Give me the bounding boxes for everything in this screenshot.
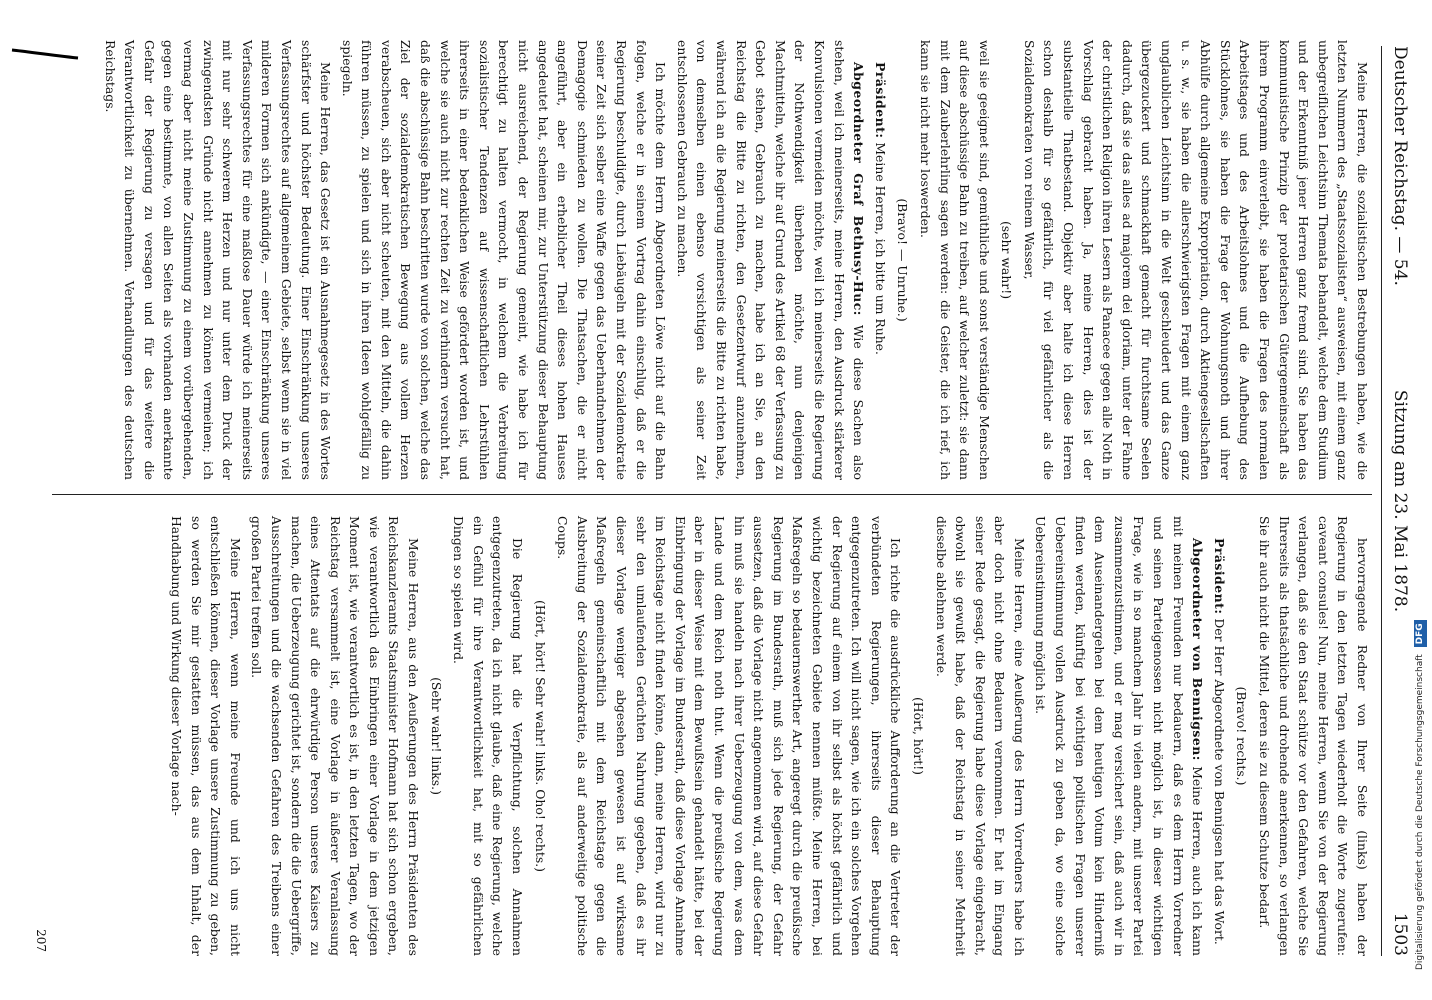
- left-column: [52, 40, 1372, 480]
- interjection: (sehr wahr!): [999, 220, 1015, 300]
- scan-credit-strip: [1410, 30, 1430, 970]
- paragraph: Die Regierung hat die Verpflichtung, solchen Annahmen entgegenzutreten, da ich nicht glaube, daß eine Regierung, welche ein Gefühl für ihre Verantwortlichkeit hat, mit so gefährlichen Dingen so spielen wird.: [451, 516, 526, 956]
- speech-text: Der Herr Abgeordnete von Bennigsen hat das Wort.: [1211, 618, 1227, 945]
- right-column: [52, 516, 1372, 956]
- paragraph: Meine Herren, das Gesetz ist ein Ausnahmegesetz in des Wortes schärfster und höchster Bedeutung. Einer Einschränkung unseres Verfassungsrechtes auf allgemeinem Gebiete, selbst wenn sie in viel milderen Formen sich ankündigte, — einer Einschränkung unseres Verfassungsrechtes für eine maßlose Dauer würde ich meinerseits mit nur sehr schwerem Herzen und nur unter dem Druck der zwingendsten Gründe nicht annehmen zu können vermeinen; ich vermag aber nicht meine Zustimmung zu einem vorübergehenden, gegen eine bestimmte, von allen Seiten als vorhanden anerkannte Gefahr der Regierung zu versagen und für das weitere die Verantwortlichkeit zu übernehmen. Verhandlungen des deutschen Reichstags.: [102, 40, 334, 480]
- paragraph: Meine Herren, aus den Aeußerungen des Herrn Präsidenten des Reichskanzleramts Staatsminister Hofmann hat sich schon ergeben, wie verantwortlich das Einbringen einer Vorlage in dem jetzigen Moment ist, wie verantwortlich es ist, in den letzten Tagen, wo der Reichstag versammelt ist, eine Vorlage in äußerer Veranlassung eines Attentats auf die ehrwürdige Person unseres Kaisers zu machen, die Ueberzeugung gerichtet ist, sondern die die Uebergriffe, Ausschreitungen und die wachsenden Gefahren des Treibens einer großen Partei treffen soll.: [249, 516, 422, 956]
- speaker-name: Präsident:: [872, 62, 888, 139]
- dfg-logo: DFG: [1414, 620, 1427, 647]
- interjection: (Bravo! — Unruhe.): [895, 198, 911, 322]
- header-page-number: 1503: [1390, 912, 1410, 956]
- header-session-date: Sitzung am 23. Mai 1878.: [1390, 389, 1410, 613]
- speech-text: Meine Herren, ich bitte um Ruhe.: [872, 142, 888, 355]
- interjection: (Sehr wahr! links.): [428, 677, 444, 795]
- paragraph: weil sie geeignet sind, gemüthliche und sonst verständige Menschen auf diese abschüssige Bahn zu treiben, auf welcher zuletzt: sie dann mit dem Zauberlehrling sagen werden: die Geister, die ich rief, ich kann sie nicht mehr loswerden.: [917, 40, 992, 480]
- paragraph: Meine Herren, die sozialistischen Bestrebungen haben, wie die letzten Nummern des „Staatssozialisten“ ausweisen, mit einem ganz unbegreiflichen Leichtsinn Themata behandelt, welche dem Studium und der Erkenntniß jener Herren ganz fremd sind. Sie haben das kommunistische Prinzip der proletarischen Gütergemeinschaft als ihrem Programm einverleibt, sie haben die Fragen des normalen Arbeitstages und des Arbeitslohnes und die Aufhebung des Stücklohnes, sie haben die Frage der Wohnungsnoth und ihrer Abhülfe durch allgemeine Expropriation, durch Aktiengesellschaften u. s. w., sie haben die allerschwierigsten Fragen mit einem ganz unglaublichen Leichtsinn in die Welt geschleudert und das Ganze übergezuckert und schmackhaft gemacht für furchtsame Seelen dadurch, daß sie das alles ad majorem dei gloriam, unter der Fahne der christlichen Religion ihren Lesern als Panacee gegen alle Noth in Vorschlag gebracht haben. Ja, meine Herren, dies ist der substantielle Thatbestand. Objektiv aber halte ich diese Herren schon deshalb für so gefährlich, für viel gefährlicher als die Sozialdemokraten von reinem Wasser,: [1021, 40, 1370, 480]
- printer-signature: 207: [34, 929, 48, 952]
- paragraph: Ich richte die ausdrückliche Aufforderung an die Vertreter der verbündeten Regierungen, ihrerseits dieser Behauptung entgegenzutreten. Ich will nicht sagen, wie ich ein solches Vorgehen der Regierung auf einem von ihr selbst als höchst gefährlich und wichtig bezeichneten Gebiete nennen müßte. Meine Herren, bei Maßregeln so bedauernswerther Art, angeregt durch die preußische Regierung im Bundesrath, muß sich jede Regierung, der Gefahr aussetzen, daß die Vorlage nicht angenommen wird, auf diese Gefahr hin muß sie handeln nach ihrer Ueberzeugung von dem, was dem Lande und dem Reich noth thut. Wenn die preußische Regierung aber in dieser Weise mit dem Bewußtsein gehandelt hätte, bei der Einbringung der Vorlage im Bundesrath, daß diese Vorlage Annahme im Reichstage nicht finden könne, dann, meine Herren, wird nur zu sehr den umlaufenden Gerüchten Nahrung gegeben, daß es ihr dieser Vorlage weniger abgesehen gewesen ist auf wirksame Maßregeln gemeinschaftlich mit dem Reichstage gegen die Ausbreitung der Sozialdemokratie, als auf anderweitige politische Coups.: [555, 516, 904, 956]
- speech-text: Wie diese Sachen also stehen, weil ich meinerseits, meine Herren, den Ausdruck stärkerer Konvulsionen vermeiden möchte, weil ich meinerseits die Regierung der Nothwendigkeit überheben möchte, nun denjenigen Machtmitteln, welche ihr auf Grund des Artikel 68 der Verfassung zu Gebot stehen, Gebrauch zu machen, habe ich an Sie, an den Reichstag die Bitte zu richten, den Gesetzentwurf anzunehmen, während ich an die Regierung meinerseits die Bitte zu richten habe, von demselben einen ebenso vorsichtigen als seiner Zeit entschlossenen Gebrauch zu machen.: [674, 40, 867, 480]
- column-divider: [52, 494, 1372, 495]
- scan-smudge-mark: [10, 46, 80, 60]
- paragraph: Meine Herren, wenn meine Freunde und ich uns nicht entschließen können, dieser Vorlage unsere Zustimmung zu geben, so werden Sie mir gestatten müssen, das aus dem Inhalt, der Handhabung und Wirkung dieser Vorlage nach-: [168, 516, 243, 956]
- interjection: (Hört, hört! Sehr wahr! links. Oho! rechts.): [532, 599, 548, 873]
- speaker-paragraph: [1031, 516, 1207, 956]
- speaker-paragraph: [1209, 516, 1229, 956]
- speech-text: Meine Herren, auch ich kann mit meinen Freunden nur bedauern, daß es dem Herrn Vorredner und seinen Parteigenossen nicht möglich ist, in dieser wichtigen Frage, wie in so manchem Jahr in vielen andern, mit unserer Partei zusammenzustimmen, und er mag versichert sein, daß auch wir in dem Auseinandergehen bei dem heutigen Votum kein Hinderniß finden werden, künftig bei wichtigen politischen Fragen unserer Uebereinstimmung vollen Ausdruck zu geben da, wo eine solche Uebereinstimmung möglich ist.: [1033, 516, 1206, 957]
- interjection: (Hört, hört!): [910, 696, 926, 776]
- speaker-name: Präsident:: [1211, 538, 1227, 615]
- scan-credit-text: Digitalisierung gefördert durch die Deutsche Forschungsgemeinschaft: [1415, 654, 1425, 970]
- interjection: (Bravo! rechts.): [1234, 686, 1250, 786]
- speaker-name: Abgeordneter Graf Bethusy-Huc:: [851, 62, 867, 316]
- speaker-name: Abgeordneter von Bennigsen:: [1190, 538, 1206, 761]
- speaker-paragraph: [870, 40, 890, 480]
- paragraph: Meine Herren, eine Aeußerung des Herrn Vorredners habe ich aber doch nicht ohne Bedauern vernommen. Er hat im Eingang seiner Rede gesagt, die Regierung habe diese Vorlage eingebracht, obwohl sie gewußt habe, daß der Reichstag in seiner Mehrheit dieselbe ablehnen werde.: [933, 516, 1027, 956]
- speaker-paragraph: [672, 40, 868, 480]
- printed-page: [34, 16, 1424, 986]
- paragraph: hervorragende Redner von Ihrer Seite (links) haben der Regierung in den letzten Tagen wiederholt die Worte zugerufen: caveant consules! Nun, meine Herren, wenn Sie von der Regierung verlangen, daß sie den Staat schütze vor den Gefahren, welche Sie Ihrerseits als thatsächliche und drohende anerkennen, so verlangen Sie ihr auch nicht die Mittel, deren sie zu diesem Schutze bedarf.: [1257, 516, 1370, 956]
- header-journal-title: Deutscher Reichstag. — 54.: [1390, 46, 1410, 286]
- paragraph: Ich möchte dem Herrn Abgeordneten Löwe nicht auf die Bahn folgen, welche er in seinem Vortrag dahin einschlug, daß er die Regierung beschuldigte, durch Liebäugeln mit der Sozialdemokratie seiner Zeit sich selber eine Waffe gegen das Ueberhandnehmen der Demagogie schmieden zu wollen. Die Thatsachen, die er nicht angeführt, aber ein erheblicher Theil dieses hohen Hauses angedeutet hat, scheinen mir, zur Unterstützung dieser Behauptung nicht ausreichend, der Regierung gemeint, wie habe ich für berechtigt zu halten vermocht, in welchem die Verbreitung sozialistischer Tendenzen auf wissenschaftlichen Lehrstühlen ihrerseits in einer bedenklichen Weise gefördert worden ist, und welche sie auch nicht zur rechten Zeit zu verhindern versucht hat, daß die abschüssige Bahn beschritten wurde von solchen, welche das Ziel der sozialdemokratischen Bewegung aus vollem Herzen verabscheuen, sich aber nicht scheuten, mit den Mitteln, die dahin führen müssen, zu spielen und sich in ihren Ideen wohlgefällig zu spiegeln.: [339, 40, 669, 480]
